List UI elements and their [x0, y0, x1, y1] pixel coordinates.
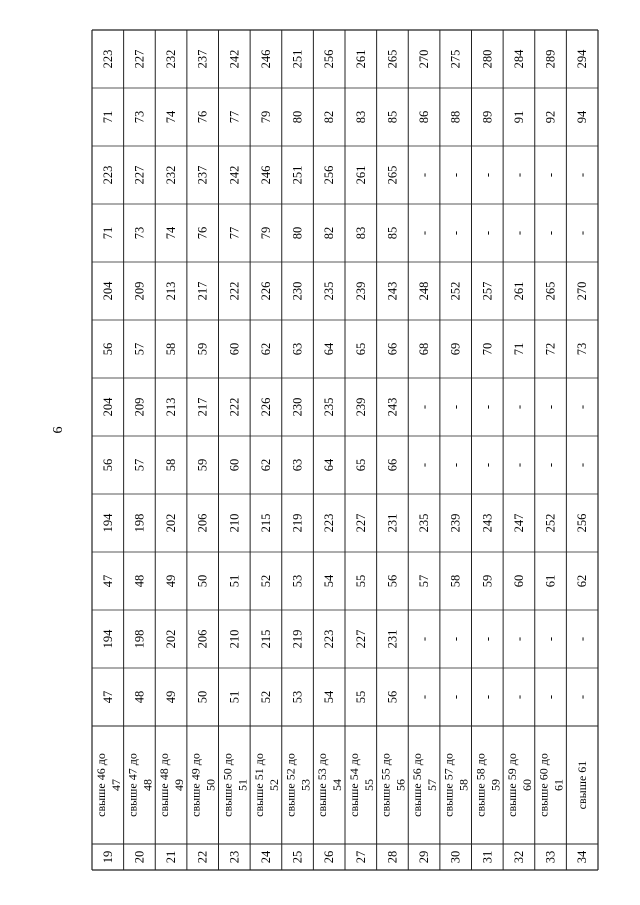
row-label: 52	[266, 779, 281, 791]
table-cell: 63	[290, 342, 305, 356]
table-cell: 237	[195, 165, 210, 185]
table-cell: 202	[164, 513, 179, 533]
table-cell: -	[448, 462, 463, 468]
row-number: 26	[322, 850, 337, 864]
table-cell: -	[480, 404, 495, 410]
table-cell: 239	[448, 513, 463, 533]
table-cell: 82	[322, 226, 337, 240]
table-cell: 89	[480, 110, 495, 124]
table-cell: 86	[417, 110, 432, 124]
table-cell: 226	[258, 281, 273, 301]
table-cell: 270	[417, 49, 432, 69]
row-number: 24	[258, 850, 273, 864]
table-cell: 265	[543, 281, 558, 301]
row-number: 32	[511, 850, 526, 864]
table-cell: 210	[227, 513, 242, 533]
table-cell: 85	[385, 110, 400, 124]
table-cell: -	[543, 636, 558, 642]
table-cell: 53	[290, 574, 305, 588]
table-cell: 50	[195, 574, 210, 588]
table-cell: 261	[353, 49, 368, 69]
row-label: 48	[140, 779, 155, 791]
table-cell: 60	[227, 342, 242, 356]
table-cell: 56	[385, 690, 400, 704]
table-cell: 215	[258, 513, 273, 533]
table-cell: 56	[100, 458, 115, 472]
table-cell: 79	[258, 110, 273, 124]
table-cell: 48	[132, 690, 147, 704]
row-label: 59	[488, 779, 503, 791]
table-cell: 231	[385, 513, 400, 533]
table-cell: 202	[164, 629, 179, 649]
table-cell: 65	[353, 342, 368, 356]
table-cell: -	[448, 172, 463, 178]
row-label: 50	[203, 779, 218, 791]
table-cell: 280	[480, 49, 495, 69]
table-cell: -	[575, 230, 590, 236]
table-cell: 52	[258, 690, 273, 704]
row-number: 27	[353, 850, 368, 864]
table-cell: 61	[543, 574, 558, 588]
table-cell: -	[417, 230, 432, 236]
row-label: 58	[456, 779, 471, 791]
table-cell: 222	[227, 397, 242, 417]
table-cell: 265	[385, 165, 400, 185]
table-cell: 251	[290, 165, 305, 185]
table-cell: 83	[353, 110, 368, 124]
table-cell: -	[480, 462, 495, 468]
table-cell: 248	[417, 281, 432, 301]
table-cell: 56	[100, 342, 115, 356]
table-cell: 91	[511, 110, 526, 124]
rotated-data-table	[92, 30, 598, 870]
row-label: свыше 57 до	[441, 753, 456, 817]
row-number: 20	[132, 850, 147, 864]
table-cell: 213	[164, 397, 179, 417]
row-label: свыше 51 до	[251, 753, 266, 817]
table-cell: -	[543, 462, 558, 468]
table-cell: 50	[195, 690, 210, 704]
table-cell: -	[448, 404, 463, 410]
table-cell: 51	[227, 690, 242, 704]
table-cell: 210	[227, 629, 242, 649]
table-cell: 79	[258, 226, 273, 240]
table-cell: -	[417, 636, 432, 642]
table-cell: 57	[132, 458, 147, 472]
table-cell: 53	[290, 690, 305, 704]
table-cell: 231	[385, 629, 400, 649]
row-label: свыше 60 до	[536, 753, 551, 817]
table-cell: 71	[511, 342, 526, 356]
table-cell: 246	[258, 49, 273, 69]
row-number: 29	[417, 850, 432, 864]
table-cell: 60	[227, 458, 242, 472]
table-cell: 232	[164, 165, 179, 185]
table-cell: 243	[385, 397, 400, 417]
table-cell: 227	[353, 513, 368, 533]
row-label: свыше 49 до	[188, 753, 203, 817]
table-cell: 232	[164, 49, 179, 69]
row-label: свыше 53 до	[315, 753, 330, 817]
table-cell: 54	[322, 690, 337, 704]
table-cell: 206	[195, 629, 210, 649]
table-cell: 92	[543, 110, 558, 124]
table-cell: -	[511, 404, 526, 410]
row-number: 19	[100, 850, 115, 864]
table-cell: 227	[132, 49, 147, 69]
table-cell: 261	[511, 281, 526, 301]
row-number: 34	[575, 850, 590, 864]
table-cell: 242	[227, 165, 242, 185]
table-cell: 198	[132, 513, 147, 533]
table-cell: 242	[227, 49, 242, 69]
row-label: 60	[519, 779, 534, 791]
table-cell: 66	[385, 458, 400, 472]
row-label: свыше 58 до	[473, 753, 488, 817]
table-cell: -	[511, 230, 526, 236]
table-cell: -	[575, 636, 590, 642]
table-cell: 222	[227, 281, 242, 301]
table-cell: -	[511, 172, 526, 178]
row-number: 31	[480, 850, 495, 864]
table-cell: 66	[385, 342, 400, 356]
table-cell: -	[417, 694, 432, 700]
table-cell: 206	[195, 513, 210, 533]
table-cell: 194	[100, 513, 115, 533]
table-cell: 51	[227, 574, 242, 588]
table-cell: 88	[448, 110, 463, 124]
table-cell: -	[543, 404, 558, 410]
table-cell: -	[511, 462, 526, 468]
table-cell: 47	[100, 690, 115, 704]
row-number: 21	[164, 850, 179, 864]
table-cell: -	[448, 636, 463, 642]
table-cell: 77	[227, 226, 242, 240]
row-number: 28	[385, 850, 400, 864]
table-cell: 294	[575, 49, 590, 69]
table-cell: 73	[132, 110, 147, 124]
table-cell: -	[480, 172, 495, 178]
table-cell: 58	[448, 574, 463, 588]
table-cell: 227	[353, 629, 368, 649]
table-cell: 235	[322, 397, 337, 417]
table-cell: -	[511, 694, 526, 700]
table-cell: 47	[100, 574, 115, 588]
table-cell: 70	[480, 342, 495, 356]
table-cell: 209	[132, 397, 147, 417]
table-cell: 55	[353, 574, 368, 588]
table-cell: 243	[385, 281, 400, 301]
row-number: 25	[290, 850, 305, 864]
table-cell: 62	[258, 342, 273, 356]
row-label: 61	[551, 779, 566, 791]
table-cell: 209	[132, 281, 147, 301]
table-cell: 252	[543, 513, 558, 533]
row-number: 33	[543, 850, 558, 864]
row-number: 23	[227, 850, 242, 864]
table-cell: 76	[195, 110, 210, 124]
table-cell: 223	[322, 629, 337, 649]
table-cell: 235	[417, 513, 432, 533]
table-cell: 65	[353, 458, 368, 472]
table-cell: 59	[195, 342, 210, 356]
row-label: свыше 52 до	[283, 753, 298, 817]
table-cell: 72	[543, 342, 558, 356]
table-cell: 62	[258, 458, 273, 472]
table-cell: 82	[322, 110, 337, 124]
table-cell: 223	[100, 165, 115, 185]
table-cell: 74	[164, 226, 179, 240]
table-cell: 71	[100, 226, 115, 240]
row-number: 22	[195, 850, 210, 864]
table-cell: 239	[353, 281, 368, 301]
table-cell: -	[417, 462, 432, 468]
table-cell: 55	[353, 690, 368, 704]
table-cell: 69	[448, 342, 463, 356]
table-cell: -	[417, 172, 432, 178]
row-label: свыше 46 до	[93, 753, 108, 817]
table-cell: 83	[353, 226, 368, 240]
table-cell: 230	[290, 281, 305, 301]
table-cell: 58	[164, 458, 179, 472]
row-label: 47	[108, 779, 123, 791]
table-cell: 237	[195, 49, 210, 69]
table-cell: -	[417, 404, 432, 410]
table-cell: 217	[195, 281, 210, 301]
table-cell: 226	[258, 397, 273, 417]
table-cell: -	[575, 462, 590, 468]
table-cell: 68	[417, 342, 432, 356]
table-cell: 235	[322, 281, 337, 301]
table-cell: 219	[290, 513, 305, 533]
table-cell: 49	[164, 690, 179, 704]
table-cell: 239	[353, 397, 368, 417]
table-cell: 48	[132, 574, 147, 588]
table-cell: 256	[575, 513, 590, 533]
row-label: свыше 54 до	[346, 753, 361, 817]
table-cell: 80	[290, 226, 305, 240]
table-cell: 49	[164, 574, 179, 588]
table-cell: 223	[100, 49, 115, 69]
table-cell: 77	[227, 110, 242, 124]
table-cell: 256	[322, 165, 337, 185]
row-label: свыше 50 до	[220, 753, 235, 817]
table-cell: 270	[575, 281, 590, 301]
row-label: 51	[235, 779, 250, 791]
table-cell: 251	[290, 49, 305, 69]
table-cell: -	[575, 172, 590, 178]
table-cell: 223	[322, 513, 337, 533]
table-cell: 73	[132, 226, 147, 240]
table-cell: 80	[290, 110, 305, 124]
table-cell: 204	[100, 281, 115, 301]
table-cell: -	[543, 230, 558, 236]
row-label: свыше 61	[575, 760, 590, 810]
row-label: 55	[361, 779, 376, 791]
table-cell: 230	[290, 397, 305, 417]
table-cell: 215	[258, 629, 273, 649]
table-cell: 94	[575, 110, 590, 124]
table-cell: 247	[511, 513, 526, 533]
table-cell: 204	[100, 397, 115, 417]
row-label: свыше 55 до	[378, 753, 393, 817]
table-cell: 252	[448, 281, 463, 301]
table-cell: 227	[132, 165, 147, 185]
table-cell: 198	[132, 629, 147, 649]
table-cell: 243	[480, 513, 495, 533]
row-number: 30	[448, 850, 463, 864]
table-cell: 289	[543, 49, 558, 69]
row-label: свыше 47 до	[125, 753, 140, 817]
table-cell: 57	[417, 574, 432, 588]
page-number: 6	[51, 426, 66, 434]
table-cell: -	[448, 230, 463, 236]
table-cell: 58	[164, 342, 179, 356]
table-cell: -	[480, 636, 495, 642]
table-cell: 194	[100, 629, 115, 649]
table-cell: 76	[195, 226, 210, 240]
table-cell: 63	[290, 458, 305, 472]
table-cell: -	[448, 694, 463, 700]
row-label: свыше 56 до	[410, 753, 425, 817]
table-cell: 257	[480, 281, 495, 301]
table-cell: 64	[322, 342, 337, 356]
table-cell: 261	[353, 165, 368, 185]
table-cell: 213	[164, 281, 179, 301]
table-cell: 57	[132, 342, 147, 356]
table-cell: 265	[385, 49, 400, 69]
table-cell: -	[543, 172, 558, 178]
table-cell: 71	[100, 110, 115, 124]
table-cell: 246	[258, 165, 273, 185]
row-label: свыше 48 до	[157, 753, 172, 817]
table-cell: -	[511, 636, 526, 642]
table-cell: -	[575, 694, 590, 700]
table-cell: -	[480, 694, 495, 700]
row-label: 56	[393, 779, 408, 791]
table-cell: 59	[480, 574, 495, 588]
table-cell: 85	[385, 226, 400, 240]
table-cell: 56	[385, 574, 400, 588]
table-cell: 284	[511, 49, 526, 69]
row-label: свыше 59 до	[504, 753, 519, 817]
table-cell: 52	[258, 574, 273, 588]
table-cell: -	[480, 230, 495, 236]
table-cell: 59	[195, 458, 210, 472]
table-cell: 217	[195, 397, 210, 417]
row-label: 57	[425, 779, 440, 791]
table-cell: 60	[511, 574, 526, 588]
table-cell: 54	[322, 574, 337, 588]
table-cell: 219	[290, 629, 305, 649]
table-cell: -	[575, 404, 590, 410]
table-cell: -	[543, 694, 558, 700]
row-label: 49	[172, 779, 187, 791]
table-cell: 74	[164, 110, 179, 124]
row-label: 54	[330, 779, 345, 791]
table-cell: 62	[575, 574, 590, 588]
table-cell: 256	[322, 49, 337, 69]
table-cell: 73	[575, 342, 590, 356]
table-cell: 275	[448, 49, 463, 69]
row-label: 53	[298, 779, 313, 791]
table-cell: 64	[322, 458, 337, 472]
